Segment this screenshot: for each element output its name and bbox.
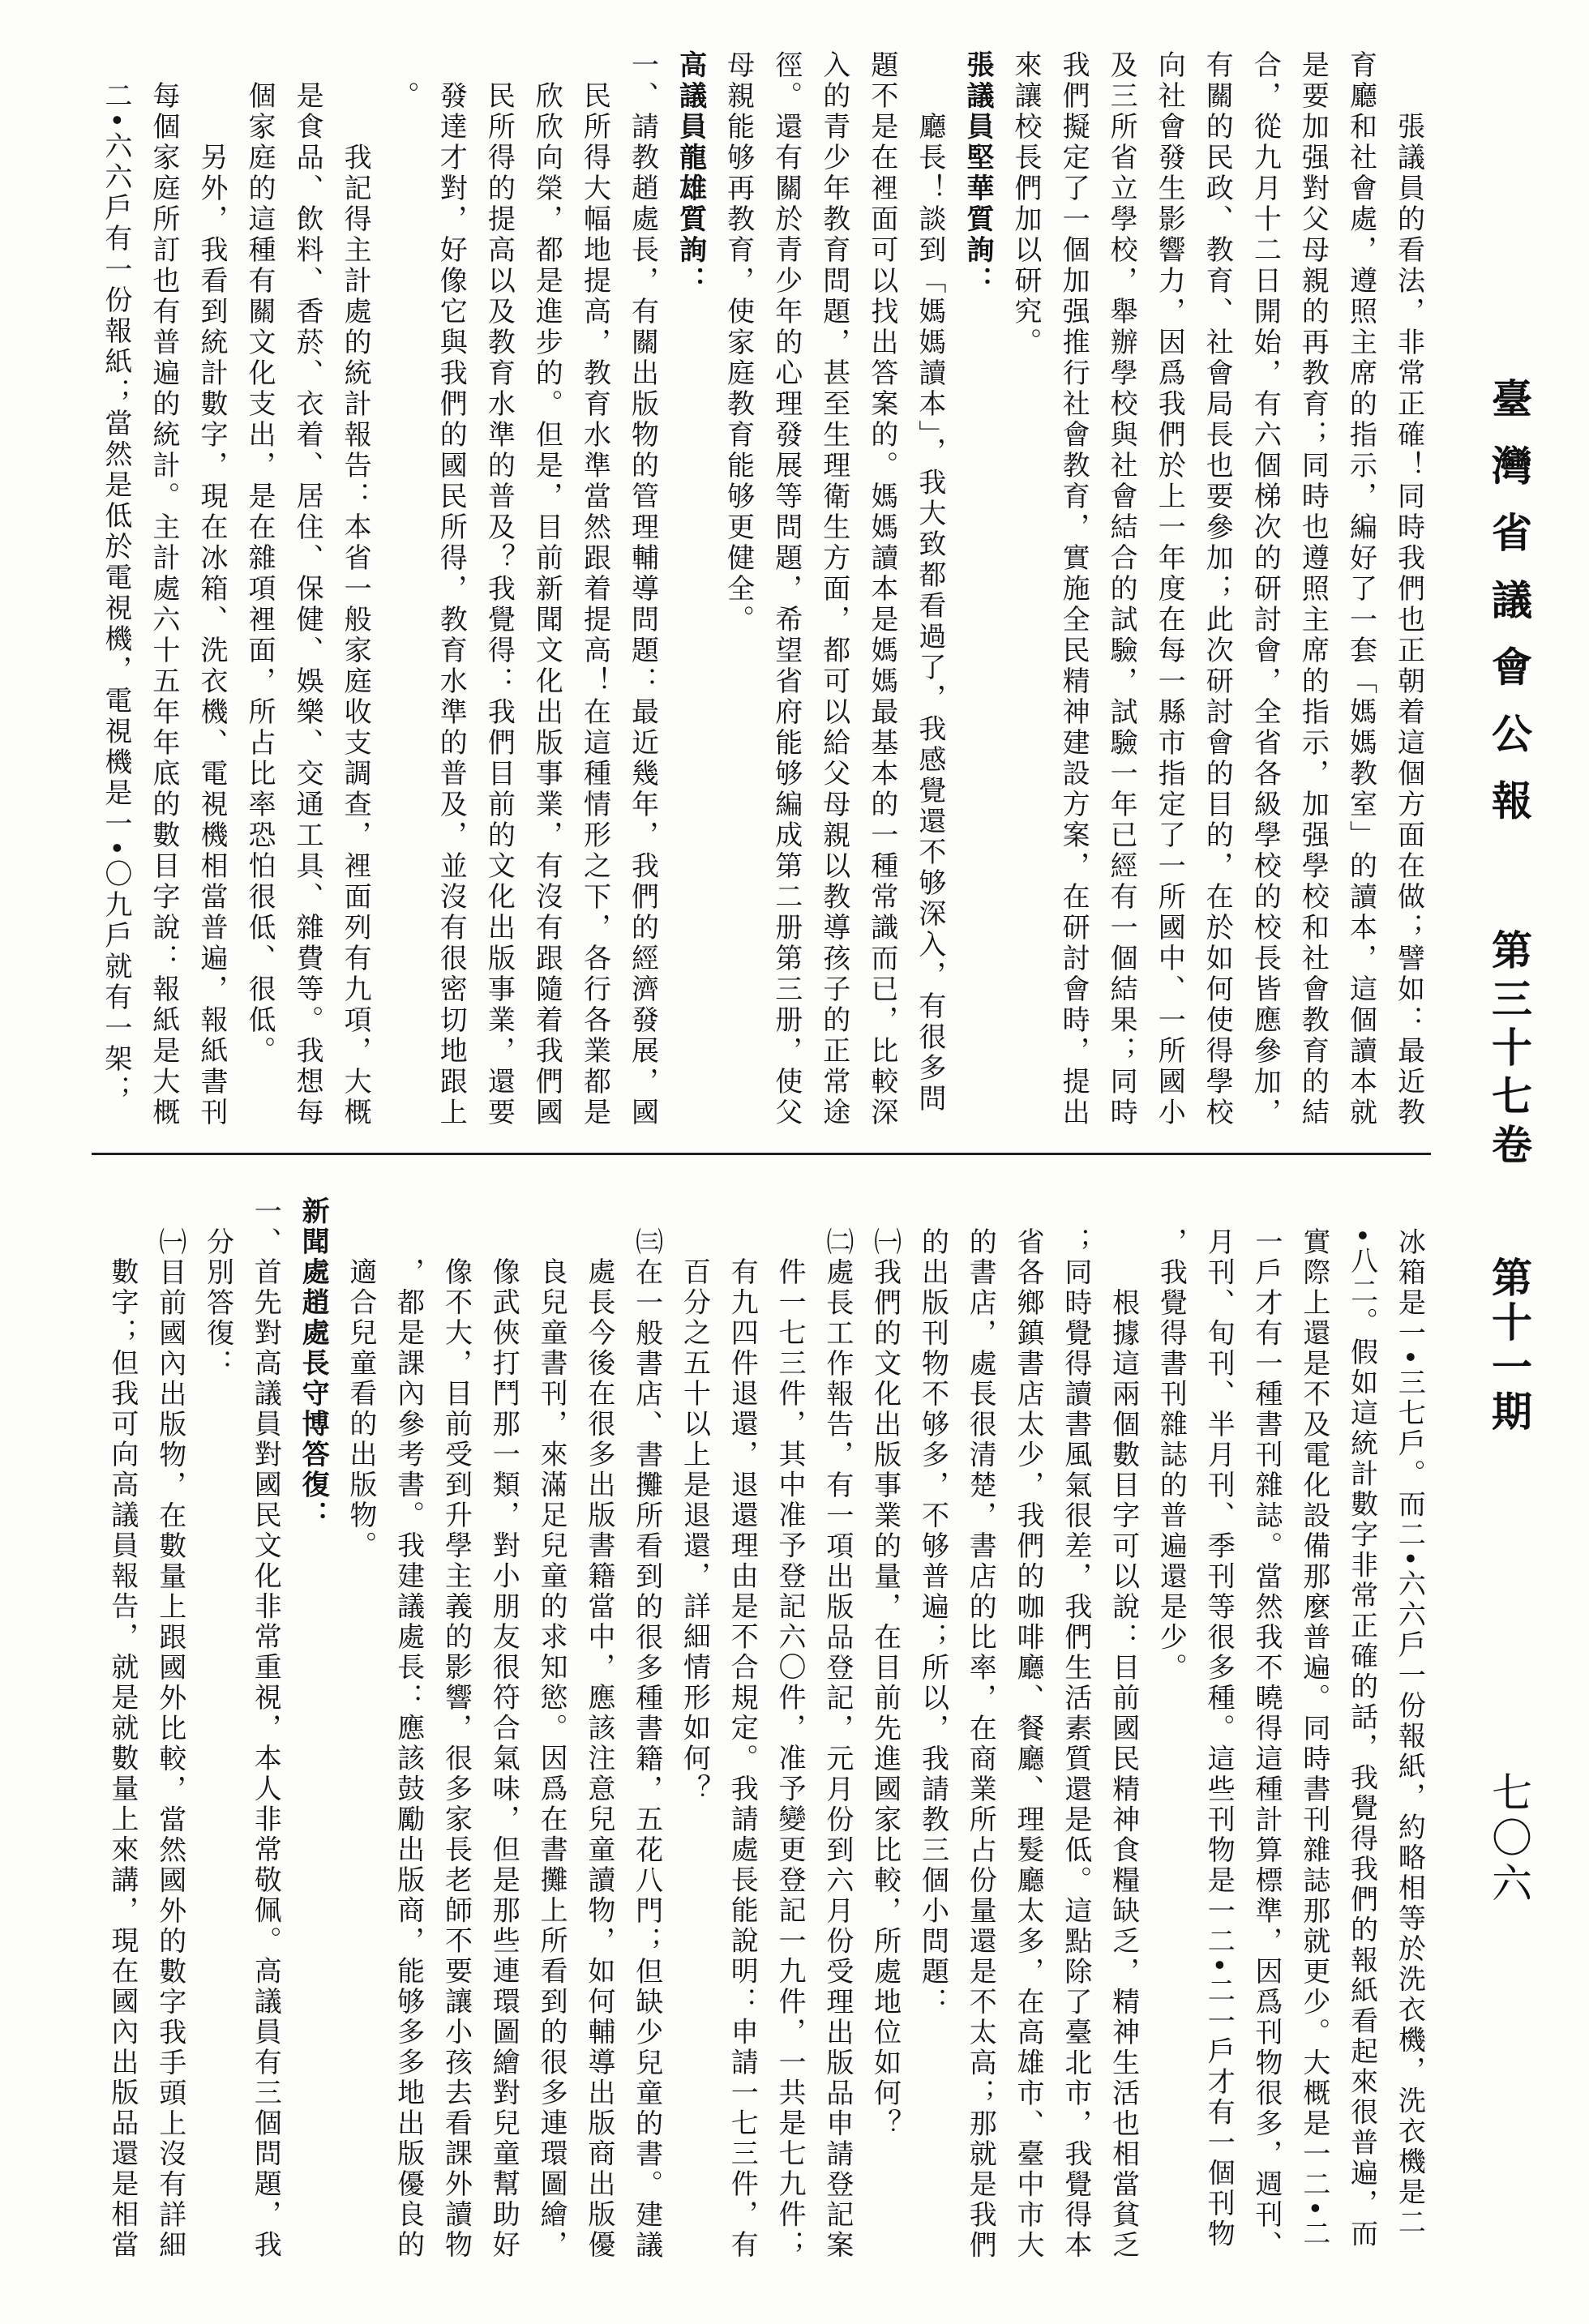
text-column: ，我覺得書刊雜誌的普遍還是少。 <box>1154 1226 1188 1683</box>
text-column: ㈠我們的文化出版事業的量，在目前先進國家比較，所處地位如何？ <box>868 1226 902 2139</box>
upper-section <box>92 50 1433 1128</box>
text-column: 有關的民政、教育、社會局長也要參加；此次研討會的目的，在於如何使得學校 <box>1201 50 1234 1128</box>
text-column: 。 <box>387 81 420 112</box>
text-column: ；同時覺得讀書風氣很差，我們生活素質還是低。這點除了臺北市，我覺得本 <box>1059 1226 1092 2261</box>
text-column: 民所得大幅地提高，教育水準當然跟着提高！在這種情形之下，各行各業都是 <box>578 81 611 1128</box>
speaker-heading: 高議員龍雄質詢： <box>674 50 707 297</box>
text-column: 像武俠打鬥那一類，對小朋友很符合氣味，但是那些連環圖繪對兒童幫助好 <box>487 1257 520 2261</box>
text-column: 另外，我看到統計數字，現在冰箱、洗衣機、電視機相當普遍，報紙書刊 <box>195 143 228 1128</box>
speaker-heading: 張議員堅華質詢： <box>961 50 994 297</box>
text-column: 是要加强對父母親的再教育；同時也遵照主席的指示，加强學校和社會教育的結 <box>1296 50 1330 1128</box>
text-column: 個家庭的這種有關文化支出，是在雜項裡面，所占比率恐怕很低、很低。 <box>243 81 276 1067</box>
text-column: 一戶才有一種書刊雜誌。當然我不曉得這種計算標準，因爲刊物很多，週刊、 <box>1250 1226 1283 2261</box>
text-column: ㈡處長工作報告，有一項出版品登記，元月份到六月份受理出版品申請登記案 <box>820 1226 854 2261</box>
text-column: 良兒童書刊，來滿足兒童的求知慾。因爲在書攤上所看到的很多連環圖繪， <box>535 1257 568 2261</box>
text-column: 分別答復： <box>201 1226 234 1379</box>
page-number: 七〇六 <box>1485 1771 1532 1907</box>
issue-label: 第十一期 <box>1485 1256 1533 1435</box>
text-column: 張議員的看法，非常正確！同時我們也正朝着這個方面在做；譬如：最近教 <box>1392 112 1425 1128</box>
text-column: 月刊、旬刊、半月刊、季刊等很多種。這些刊物是一二•二一戶才有一個刊物 <box>1202 1226 1236 2249</box>
text-column: 徑。還有關於青少年的心理發展等問題，希望省府能够編成第二册第三册，使父 <box>769 50 803 1128</box>
text-column: 題不是在裡面可以找出答案的。媽媽讀本是媽媽最基本的一種常識而已，比較深 <box>865 50 898 1128</box>
text-column: 育廳和社會處，遵照主席的指示，編好了一套「媽媽教室」的讀本，這個讀本就 <box>1344 50 1377 1128</box>
text-column: 入的青少年教育問題，甚至生理衛生方面，都可以給父母親以教導孩子的正常途 <box>817 50 850 1128</box>
text-column: 每個家庭所訂也有普遍的統計。主計處六十五年年底的數目字說：報紙是大概 <box>147 81 180 1128</box>
text-column: •八二。假如這統計數字非常正確的話，我覺得我們的報紙看起來很普遍，而 <box>1345 1226 1378 2249</box>
text-column: 母親能够再教育，使家庭教育能够更健全。 <box>722 50 755 636</box>
text-column: 一、首先對高議員對國民文化非常重視，本人非常敬佩。高議員有三個問題，我 <box>249 1196 282 2261</box>
text-column: 像不大，目前受到升學主義的影響，很多家長老師不要讓小孩去看課外讀物 <box>439 1257 473 2261</box>
text-column: 一、請教趙處長，有關出版物的管理輔導問題：最近幾年，我們的經濟發展，國 <box>626 50 659 1128</box>
text-column: ㈢在一般書店、書攤所看到的很多種書籍，五花八門；但缺少兒童的書。建議 <box>630 1226 663 2261</box>
text-column: 數字；但我可向高議員報告，就是就數量上來講，現在國內出版品還是相當 <box>105 1257 139 2261</box>
text-column: 百分之五十以上是退還，詳細情形如何？ <box>678 1257 711 1804</box>
volume-label: 第三十七卷 <box>1485 929 1533 1172</box>
text-column: 是食品、飲料、香菸、衣着、居住、保健、娛樂、交通工具、雜費等。我想每 <box>291 81 324 1128</box>
text-column: 及三所省立學校，舉辦學校與社會結合的試驗，試驗一年已經有一個結果；同時 <box>1105 50 1138 1128</box>
text-column: ㈠目前國內出版物，在數量上跟國外比較，當然國外的數字我手頭上沒有詳細 <box>153 1226 186 2261</box>
text-column: 實際上還是不及電化設備那麼普遍。同時書刊雜誌那就更少。大概是一二•二 <box>1297 1226 1330 2249</box>
text-column: 根據這兩個數目字可以說：目前國民精神食糧缺乏，精神生活也相當貧乏 <box>1107 1287 1140 2261</box>
text-column: 我們擬定了一個加强推行社會教育，實施全民精神建設方案，在研討會時，提出 <box>1057 50 1090 1128</box>
text-column: 民所得的提高以及教育水準的普及？我覺得：我們目前的文化出版事業，還要 <box>482 81 516 1128</box>
speaker-heading: 新聞處趙處長守博答復： <box>297 1196 330 1531</box>
text-column: 我記得主計處的統計報告：本省一般家庭收支調查，裡面列有九項，大概 <box>339 143 372 1128</box>
publication-title: 臺灣省議會公報 <box>1485 378 1533 847</box>
text-column: 冰箱是一•三七戶。而二•六六戶一份報紙，約略相等於洗衣機，洗衣機是二 <box>1393 1226 1426 2238</box>
text-column: 省各鄉鎮書店太少，我們的咖啡廳、餐廳、理髮廳太多，在高雄市、臺中市大 <box>1012 1226 1045 2261</box>
text-column: 來讓校長們加以研究。 <box>1009 50 1042 358</box>
text-column: 二•六六戶有一份報紙；當然是低於電視機，電視機是一•〇九戶就有一架； <box>99 81 132 1106</box>
text-column: 向社會發生影響力，因爲我們於上一年度在每一縣市指定了一所國中、一所國小 <box>1153 50 1186 1128</box>
section-divider <box>92 1153 1431 1155</box>
text-column: 有九四件退還，退還理由是不合規定。我請處長能說明：申請一七三件，有 <box>726 1257 759 2261</box>
text-column: 件一七三件，其中准予登記六〇件，准予變更登記一九件，一共是七九件； <box>773 1257 807 2261</box>
lower-section <box>98 1196 1433 2261</box>
text-column: ，都是課內參考書。我建議處長：應該鼓勵出版商，能够多多地出版優良的 <box>392 1257 425 2261</box>
text-column: 合，從九月十二日開始，有六個梯次的研討會，全省各級學校的校長皆應參加， <box>1248 50 1282 1128</box>
text-column: 欣欣向榮，都是進步的。但是，目前新聞文化出版事業，有沒有跟隨着我們國 <box>530 81 563 1128</box>
text-column: 處長今後在很多出版書籍當中，應該注意兒童讀物，如何輔導出版商出版優 <box>582 1257 615 2261</box>
text-column: 廳長！談到「媽媽讀本」，我大致都看過了，我感覺還不够深入，有很多問 <box>913 112 946 1115</box>
text-column: 適合兒童看的出版物。 <box>344 1257 377 1561</box>
text-column: 的書店，處長很清楚，書店的比率，在商業所占份量還是不太高；那就是我們 <box>964 1226 997 2261</box>
text-column: 的出版刊物不够多，不够普遍；所以，我請教三個小問題： <box>916 1226 949 2018</box>
text-column: 發達才對，好像它與我們的國民所得，教育水準的普及，並沒有很密切地跟上 <box>435 81 468 1128</box>
